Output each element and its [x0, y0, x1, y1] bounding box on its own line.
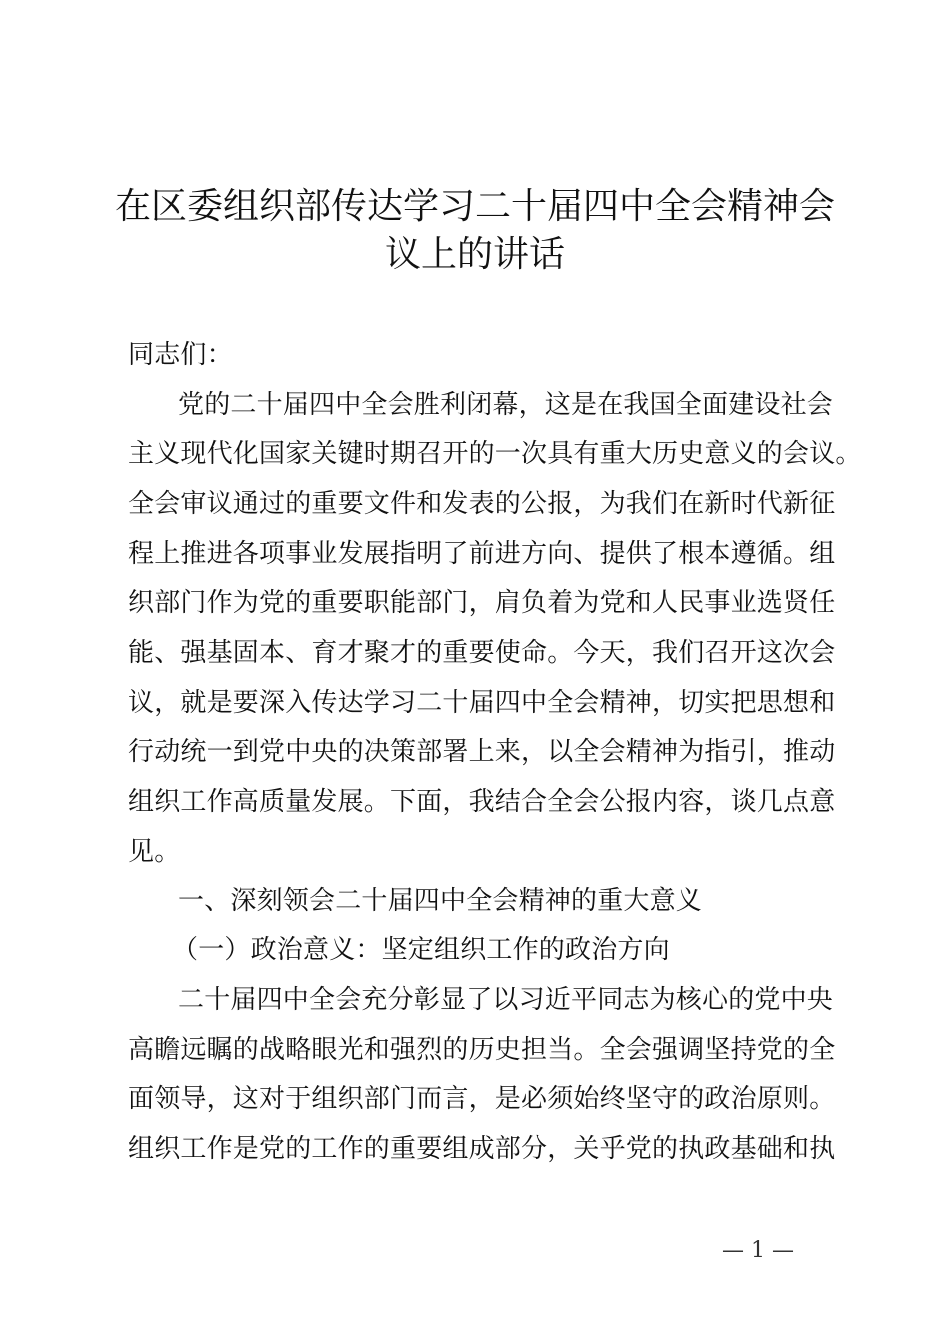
body-line: 见。: [128, 837, 181, 867]
body-line: 全会审议通过的重要文件和发表的公报，为我们在新时代新征: [128, 489, 836, 519]
page-number: — 1 —: [722, 1238, 794, 1263]
body-line: 行动统一到党中央的决策部署上来，以全会精神为指引，推动: [128, 737, 836, 767]
body-line: 主义现代化国家关键时期召开的一次具有重大历史意义的会议。: [128, 439, 862, 469]
body-line: 议，就是要深入传达学习二十届四中全会精神，切实把思想和: [128, 688, 836, 718]
body-line: 能、强基固本、育才聚才的重要使命。今天，我们召开这次会: [128, 638, 836, 668]
subsection-heading: （一）政治意义：坚定组织工作的政治方向: [172, 935, 670, 965]
section-heading: 一、深刻领会二十届四中全会精神的重大意义: [178, 886, 703, 916]
body-line: 程上推进各项事业发展指明了前进方向、提供了根本遵循。组: [128, 539, 836, 569]
body-line: 组织工作高质量发展。下面，我结合全会公报内容，谈几点意: [128, 787, 836, 817]
body-line: 面领导，这对于组织部门而言，是必须始终坚守的政治原则。: [128, 1084, 836, 1114]
body-line: 组织工作是党的工作的重要组成部分，关乎党的执政基础和执: [128, 1134, 836, 1164]
document-title-line-2: 议上的讲话: [384, 234, 565, 275]
body-line: 织部门作为党的重要职能部门，肩负着为党和人民事业选贤任: [128, 588, 836, 618]
body-line: 高瞻远瞩的战略眼光和强烈的历史担当。全会强调坚持党的全: [128, 1035, 836, 1065]
salutation: 同志们：: [128, 340, 233, 370]
body-line: 党的二十届四中全会胜利闭幕，这是在我国全面建设社会: [178, 390, 834, 420]
body-line: 二十届四中全会充分彰显了以习近平同志为核心的党中央: [178, 985, 834, 1015]
document-title-line-1: 在区委组织部传达学习二十届四中全会精神会: [114, 186, 835, 227]
